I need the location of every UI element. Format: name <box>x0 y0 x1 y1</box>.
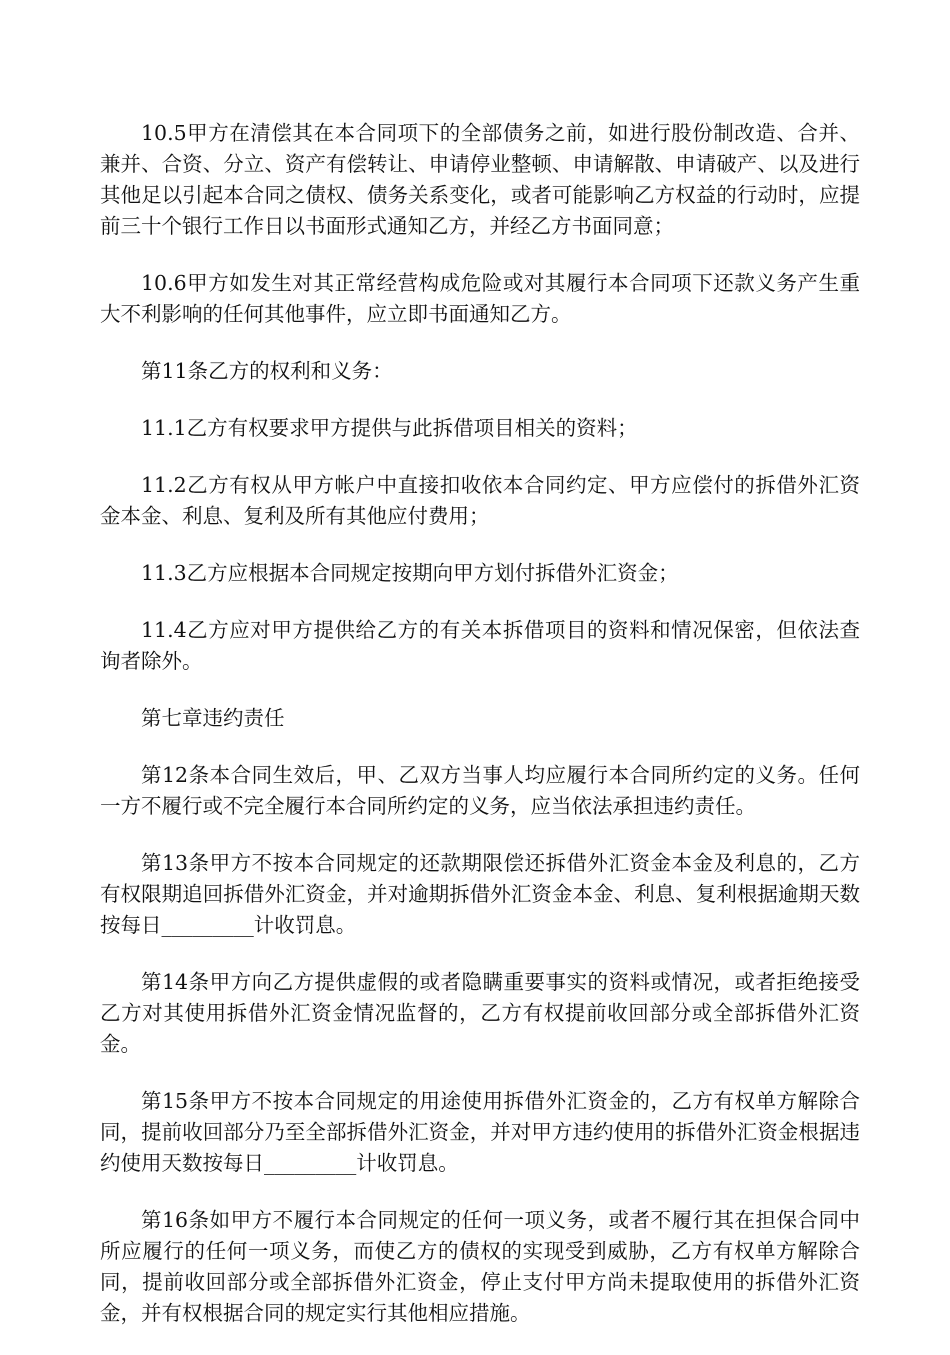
chapter-7-heading: 第七章违约责任 <box>141 706 285 730</box>
document-page <box>100 118 860 1355</box>
clause-10-6: 10.6甲方如发生对其正常经营构成危险或对其履行本合同项下还款义务产生重大不利影响的任何其他事件，应立即书面通知乙方。 <box>100 271 860 326</box>
article-15: 第15条甲方不按本合同规定的用途使用拆借外汇资金的，乙方有权单方解除合同，提前收回部分乃至全部拆借外汇资金，并对甲方违约使用的拆借外汇资金根据违约使用天数按每日_________计收罚息。 <box>100 1089 860 1175</box>
clause-11-3: 11.3乙方应根据本合同规定按期向甲方划付拆借外汇资金； <box>141 561 679 585</box>
article-14: 第14条甲方向乙方提供虚假的或者隐瞒重要事实的资料或情况，或者拒绝接受乙方对其使用拆借外汇资金情况监督的，乙方有权提前收回部分或全部拆借外汇资金。 <box>100 970 860 1056</box>
article-11-heading: 第11条乙方的权利和义务： <box>141 359 393 383</box>
clause-10-5: 10.5甲方在清偿其在本合同项下的全部债务之前，如进行股份制改造、合并、兼并、合资、分立、资产有偿转让、申请停业整顿、申请解散、申请破产、以及进行其他足以引起本合同之债权、债务关系变化，或者可能影响乙方权益的行动时，应提前三十个银行工作日以书面形式通知乙方，并经乙方书面同意； <box>100 121 860 238</box>
clause-11-1: 11.1乙方有权要求甲方提供与此拆借项目相关的资料； <box>141 416 638 440</box>
article-12: 第12条本合同生效后，甲、乙双方当事人均应履行本合同所约定的义务。任何一方不履行或不完全履行本合同所约定的义务，应当依法承担违约责任。 <box>100 763 860 818</box>
article-16: 第16条如甲方不履行本合同规定的任何一项义务，或者不履行其在担保合同中所应履行的任何一项义务，而使乙方的债权的实现受到威胁，乙方有权单方解除合同，提前收回部分或全部拆借外汇资金，停止支付甲方尚未提取使用的拆借外汇资金，并有权根据合同的规定实行其他相应措施。 <box>100 1208 860 1325</box>
clause-11-4: 11.4乙方应对甲方提供给乙方的有关本拆借项目的资料和情况保密，但依法查询者除外。 <box>100 618 860 673</box>
clause-11-2: 11.2乙方有权从甲方帐户中直接扣收依本合同约定、甲方应偿付的拆借外汇资金本金、利息、复利及所有其他应付费用； <box>100 473 860 528</box>
article-13: 第13条甲方不按本合同规定的还款期限偿还拆借外汇资金本金及利息的，乙方有权限期追回拆借外汇资金，并对逾期拆借外汇资金本金、利息、复利根据逾期天数按每日_________计收罚息。 <box>100 851 860 937</box>
